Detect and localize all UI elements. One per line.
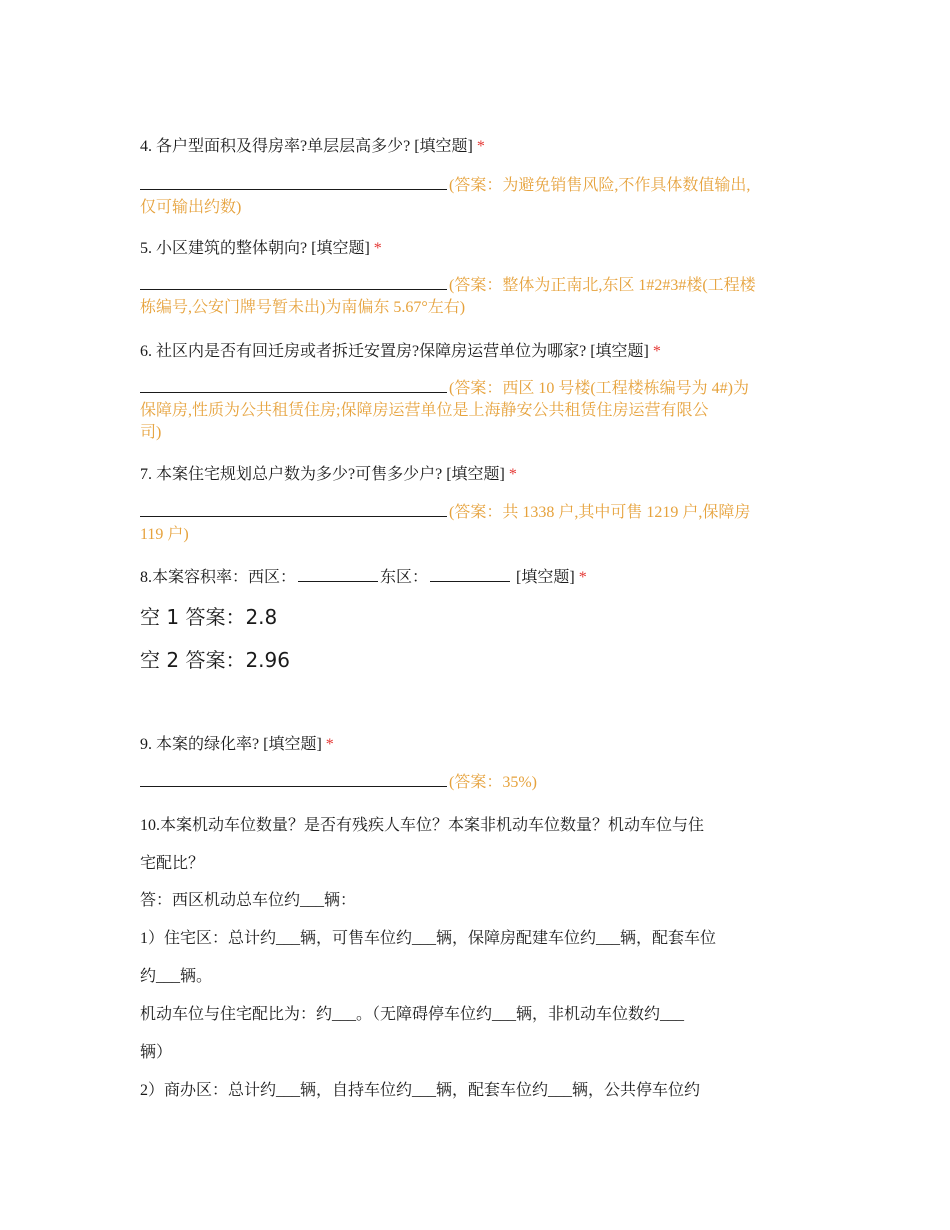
question-type-tag: [填空题]	[263, 736, 322, 753]
answer-blank[interactable]	[140, 273, 447, 290]
question-type-tag: [填空题]	[414, 138, 473, 155]
required-mark: *	[578, 569, 587, 586]
answer-text: (答案：35%)	[449, 774, 537, 791]
answer-blank[interactable]	[140, 500, 447, 517]
question-text: 各户型面积及得房率?单层层高多少?	[156, 138, 411, 155]
answer-text: 栋编号,公安门牌号暂未出)为南偏东 5.67°左右)	[140, 299, 466, 316]
answer-text: 保障房,性质为公共租赁住房;保障房运营单位是上海静安公共租赁住房运营有限公	[140, 402, 709, 419]
blank-west[interactable]	[298, 567, 378, 582]
answer-text: (答案：西区 10 号楼(工程楼栋编号为 4#)为	[449, 380, 749, 397]
question-text: 社区内是否有回迁房或者拆迁安置房?保障房运营单位为哪家?	[156, 343, 587, 360]
question-type-tag: [填空题]	[311, 240, 370, 257]
q10-line: 10.本案机动车位数量？是否有残疾人车位？本案非机动车位数量？机动车位与住	[140, 817, 705, 834]
question-8	[140, 567, 820, 589]
answer-blank[interactable]	[140, 173, 447, 190]
answer-text: (答案：为避免销售风险,不作具体数值输出,	[449, 177, 751, 194]
answer-block-9	[140, 770, 820, 794]
question-number: 5.	[140, 240, 152, 257]
answer-text: 仅可输出约数)	[140, 199, 242, 216]
q10-line: 答：西区机动总车位约___辆：	[140, 892, 357, 909]
q10-line: 辆）	[140, 1044, 173, 1061]
answer-text: 司)	[140, 424, 162, 441]
q10-line: 2）商办区：总计约___辆，自持车位约___辆，配套车位约___辆，公共停车位约	[140, 1082, 701, 1099]
q10-line: 宅配比？	[140, 855, 205, 872]
required-mark: *	[652, 343, 661, 360]
question-5	[140, 238, 820, 260]
answer-block-7	[140, 500, 820, 546]
question-type-tag: [填空题]	[590, 343, 649, 360]
question-number: 7.	[140, 466, 152, 483]
q10-line: 约___辆。	[140, 968, 213, 985]
required-mark: *	[508, 466, 517, 483]
blank-east[interactable]	[430, 567, 510, 582]
question-text: 本案住宅规划总户数为多少?可售多少户?	[156, 466, 443, 483]
question-6	[140, 341, 820, 363]
question-4	[140, 136, 820, 158]
answer-block-5	[140, 273, 820, 319]
question-number: 9.	[140, 736, 152, 753]
question-text: 本案的绿化率?	[156, 736, 260, 753]
required-mark: *	[476, 138, 485, 155]
question-7	[140, 464, 820, 486]
q10-line: 机动车位与住宅配比为：约___。（无障碍停车位约___辆，非机动车位数约___	[140, 1006, 685, 1023]
q10-line: 1）住宅区：总计约___辆，可售车位约___辆，保障房配建车位约___辆，配套车位	[140, 930, 717, 947]
fill-answer-1: 空 1 答案：2.8	[140, 605, 278, 629]
answer-text: (答案：共 1338 户,其中可售 1219 户,保障房	[449, 504, 751, 521]
answer-blank[interactable]	[140, 770, 447, 787]
answer-text: (答案：整体为正南北,东区 1#2#3#楼(工程楼	[449, 277, 756, 294]
required-mark: *	[325, 736, 334, 753]
fill-answer-2: 空 2 答案：2.96	[140, 648, 290, 672]
question-text: 小区建筑的整体朝向?	[156, 240, 308, 257]
answer-block-6	[140, 376, 820, 444]
answer-text: 119 户)	[140, 526, 189, 543]
question-number: 4.	[140, 138, 152, 155]
question-text-mid: 东区：	[380, 569, 429, 586]
question-text: 8.本案容积率：西区：	[140, 569, 297, 586]
required-mark: *	[373, 240, 382, 257]
question-9	[140, 734, 820, 756]
answer-block-4	[140, 173, 820, 219]
question-type-tag: [填空题]	[446, 466, 505, 483]
answer-blank[interactable]	[140, 376, 447, 393]
question-number: 6.	[140, 343, 152, 360]
question-type-tag: [填空题]	[516, 569, 575, 586]
